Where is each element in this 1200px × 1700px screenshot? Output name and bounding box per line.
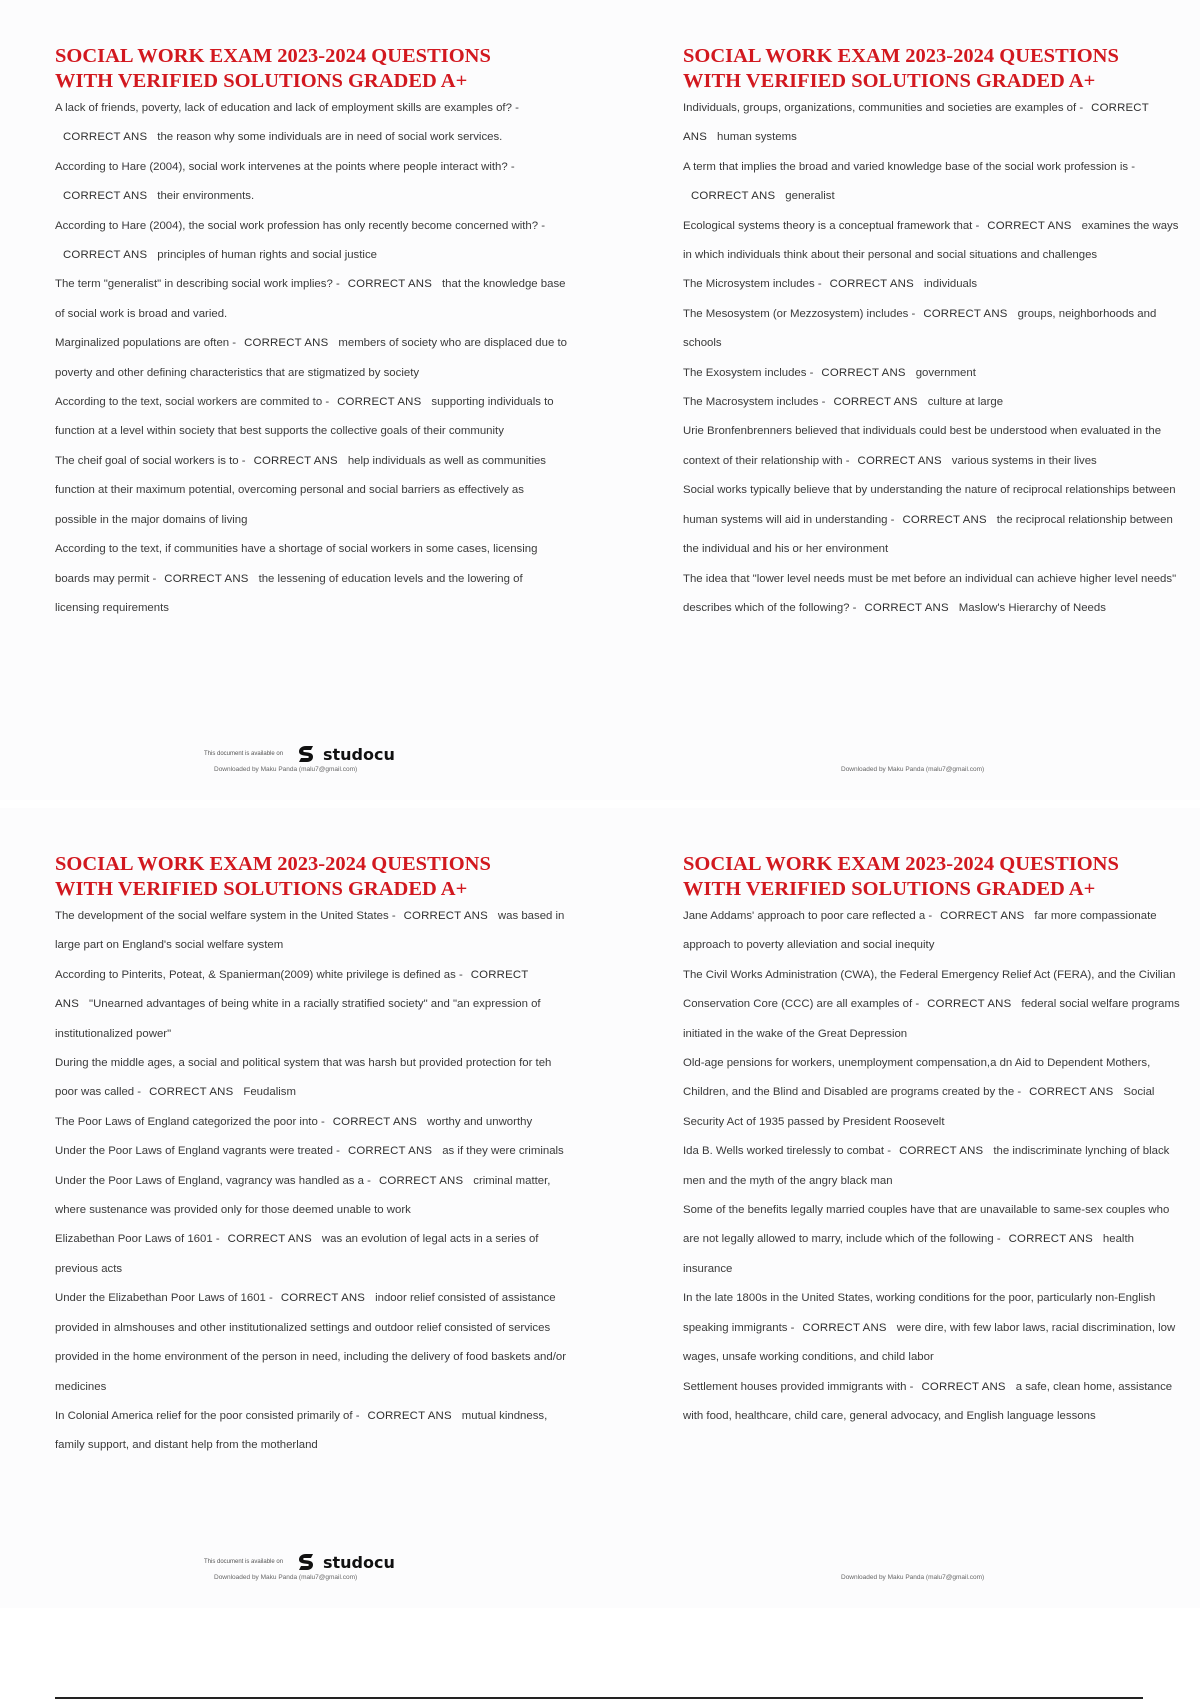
title-line-2: WITH VERIFIED SOLUTIONS GRADED A+ bbox=[55, 70, 468, 92]
question-text: Under the Elizabethan Poor Laws of 1601 - bbox=[55, 1292, 273, 1305]
qa-item bbox=[55, 535, 567, 623]
title-line-1: SOCIAL WORK EXAM 2023-2024 QUESTIONS bbox=[55, 45, 491, 67]
qa-item bbox=[683, 388, 1183, 417]
answer-tag: CORRECT ANS bbox=[821, 366, 906, 379]
question-text: In the late 1800s in the United States, working conditions for the poor, particularly non-English speaking immigrants - bbox=[683, 1292, 1156, 1334]
question-text: During the middle ages, a social and political system that was harsh but provided protection for teh poor was called - bbox=[55, 1057, 552, 1099]
footer-downloaded-by: Downloaded by Maku Panda (malu7@gmail.com) bbox=[214, 766, 358, 773]
answer-tag: CORRECT ANS bbox=[337, 396, 422, 409]
question-text: The idea that "lower level needs must be met before an individual can achieve higher level needs" describes which of the following? - bbox=[683, 572, 1177, 614]
qa-item bbox=[683, 94, 1183, 153]
question-text: Ida B. Wells worked tirelessly to combat - bbox=[683, 1145, 892, 1158]
qa-item bbox=[55, 212, 567, 271]
answer-text: the lessening of education levels and the lowering of licensing requirements bbox=[55, 572, 523, 614]
document-page-3 bbox=[0, 808, 600, 1608]
page-title bbox=[683, 852, 1183, 902]
question-text: According to the text, social workers are commited to - bbox=[55, 396, 330, 409]
question-text: The Exosystem includes - bbox=[683, 366, 814, 379]
qa-item bbox=[55, 1402, 567, 1461]
answer-text: "Unearned advantages of being white in a racially stratified society" and "an expression of institutionalized power" bbox=[55, 998, 541, 1040]
answer-text: the reason why some individuals are in need of social work services. bbox=[157, 131, 503, 144]
question-text: A lack of friends, poverty, lack of education and lack of employment skills are examples of? - bbox=[55, 102, 519, 114]
title-line-1: SOCIAL WORK EXAM 2023-2024 QUESTIONS bbox=[683, 853, 1119, 875]
question-text: The term "generalist" in describing social work implies? - bbox=[55, 278, 340, 291]
question-text: Some of the benefits legally married couples have that are unavailable to same-sex couples who are not legally allowed to marry, include which of the following - bbox=[683, 1204, 1170, 1246]
answer-text: help individuals as well as communities function at their maximum potential, overcoming personal and social barriers as effectively as possible in the major domains of living bbox=[55, 454, 547, 526]
page-title bbox=[55, 44, 567, 94]
qa-list bbox=[55, 902, 567, 1461]
answer-tag: CORRECT ANS bbox=[902, 513, 987, 526]
answer-text: groups, neighborhoods and schools bbox=[683, 307, 1157, 350]
title-line-2: WITH VERIFIED SOLUTIONS GRADED A+ bbox=[683, 878, 1096, 900]
question-text: The development of the social welfare system in the United States - bbox=[55, 910, 396, 922]
question-text: According to Hare (2004), social work intervenes at the points where people interact with? - bbox=[55, 160, 515, 173]
qa-item bbox=[683, 565, 1183, 624]
answer-tag: CORRECT ANS bbox=[683, 102, 1149, 144]
qa-item bbox=[55, 270, 567, 329]
answer-text: their environments. bbox=[157, 190, 255, 203]
answer-tag: CORRECT ANS bbox=[55, 968, 529, 1011]
answer-text: Social Security Act of 1935 passed by President Roosevelt bbox=[683, 1086, 1155, 1128]
answer-text: that the knowledge base of social work is broad and varied. bbox=[55, 278, 566, 320]
question-text: A term that implies the broad and varied knowledge base of the social work profession is - bbox=[683, 160, 1136, 173]
answer-tag: CORRECT ANS bbox=[63, 249, 148, 262]
answer-text: individuals bbox=[923, 278, 978, 291]
qa-item bbox=[683, 153, 1183, 212]
answer-text: Feudalism bbox=[243, 1086, 296, 1099]
answer-tag: CORRECT ANS bbox=[829, 278, 914, 291]
answer-tag: CORRECT ANS bbox=[1008, 1233, 1093, 1246]
qa-item bbox=[683, 270, 1183, 299]
answer-text: indoor relief consisted of assistance provided in almshouses and other institutionalized settings and outdoor relief consisted of services provided in the home environment of the person in need, including the delivery of food baskets and/or medicines bbox=[55, 1292, 567, 1393]
answer-tag: CORRECT ANS bbox=[1029, 1086, 1114, 1099]
answer-tag: CORRECT ANS bbox=[927, 998, 1012, 1011]
qa-item bbox=[683, 902, 1183, 961]
answer-text: human systems bbox=[717, 131, 797, 144]
answer-tag: CORRECT ANS bbox=[280, 1292, 366, 1305]
answer-tag: CORRECT ANS bbox=[923, 307, 1008, 320]
question-text: Individuals, groups, organizations, communities and societies are examples of - bbox=[683, 102, 1084, 114]
footer-downloaded-by: Downloaded by Maku Panda (malu7@gmail.com) bbox=[841, 766, 985, 773]
answer-tag: CORRECT ANS bbox=[864, 601, 949, 614]
answer-text: government bbox=[915, 366, 976, 379]
answer-tag: CORRECT ANS bbox=[63, 190, 148, 203]
footer-available-text: This document is available on bbox=[204, 1559, 284, 1565]
answer-text: members of society who are displaced due to poverty and other defining characteristics that are stigmatized by society bbox=[55, 337, 567, 379]
answer-text: the indiscriminate lynching of black men and the myth of the angry black man bbox=[683, 1145, 1170, 1187]
qa-item bbox=[683, 1049, 1183, 1137]
bottom-rule bbox=[55, 1697, 1143, 1699]
qa-item bbox=[55, 447, 567, 535]
title-line-2: WITH VERIFIED SOLUTIONS GRADED A+ bbox=[683, 70, 1096, 92]
question-text: According to the text, if communities have a shortage of social workers in some cases, licensing boards may permit - bbox=[55, 543, 538, 585]
answer-tag: CORRECT ANS bbox=[857, 454, 942, 467]
qa-item bbox=[55, 329, 567, 388]
answer-tag: CORRECT ANS bbox=[332, 1115, 418, 1128]
document-page-2 bbox=[600, 0, 1200, 800]
answer-text: a safe, clean home, assistance with food, healthcare, child care, general advocacy, and English language lessons bbox=[683, 1380, 1173, 1422]
question-text: Under the Poor Laws of England vagrants were treated - bbox=[55, 1145, 340, 1158]
footer-downloaded-by: Downloaded by Maku Panda (malu7@gmail.com) bbox=[214, 1574, 358, 1581]
qa-item bbox=[683, 476, 1183, 564]
answer-text: various systems in their lives bbox=[951, 454, 1097, 467]
qa-item bbox=[55, 1225, 567, 1284]
answer-tag: CORRECT ANS bbox=[63, 131, 148, 144]
qa-item bbox=[55, 1049, 567, 1108]
footer-available-text: This document is available on bbox=[204, 751, 284, 757]
answer-tag: CORRECT ANS bbox=[802, 1321, 887, 1334]
question-text: The Microsystem includes - bbox=[683, 278, 822, 291]
answer-tag: CORRECT ANS bbox=[378, 1174, 464, 1187]
studocu-logo-icon bbox=[296, 1552, 316, 1572]
studocu-logo-text: studocu bbox=[322, 744, 395, 764]
answer-tag: CORRECT ANS bbox=[244, 337, 329, 350]
answer-text: was based in large part on England's social welfare system bbox=[55, 910, 565, 952]
qa-list bbox=[55, 94, 567, 623]
answer-text: worthy and unworthy bbox=[427, 1115, 533, 1128]
qa-item bbox=[55, 902, 567, 961]
question-text: Settlement houses provided immigrants with - bbox=[683, 1380, 914, 1393]
document-page-1 bbox=[0, 0, 600, 800]
answer-tag: CORRECT ANS bbox=[987, 219, 1072, 232]
question-text: The Civil Works Administration (CWA), the Federal Emergency Relief Act (FERA), and the Civilian Conservation Core (CCC) are all examples of - bbox=[683, 968, 1176, 1011]
qa-item bbox=[55, 94, 567, 153]
question-text: Under the Poor Laws of England, vagrancy was handled as a - bbox=[55, 1174, 371, 1187]
qa-item bbox=[683, 961, 1183, 1049]
answer-tag: CORRECT ANS bbox=[227, 1233, 312, 1246]
qa-item bbox=[683, 1137, 1183, 1196]
answer-tag: CORRECT ANS bbox=[253, 454, 338, 467]
qa-item bbox=[55, 153, 567, 212]
answer-tag: CORRECT ANS bbox=[691, 190, 776, 203]
question-text: The Mesosystem (or Mezzosystem) includes - bbox=[683, 307, 916, 320]
question-text: Urie Bronfenbrenners believed that individuals could best be understood when evaluated in the context of their relationship with - bbox=[683, 425, 1162, 467]
answer-text: culture at large bbox=[927, 396, 1004, 409]
answer-tag: CORRECT ANS bbox=[403, 910, 488, 922]
answer-text: the reciprocal relationship between the individual and his or her environment bbox=[683, 513, 1173, 556]
document-page-4 bbox=[600, 808, 1200, 1608]
qa-item bbox=[683, 1284, 1183, 1372]
answer-text: mutual kindness, family support, and distant help from the motherland bbox=[55, 1409, 548, 1452]
answer-text: principles of human rights and social justice bbox=[157, 249, 377, 262]
qa-list bbox=[683, 94, 1183, 623]
answer-tag: CORRECT ANS bbox=[367, 1409, 452, 1422]
title-line-2: WITH VERIFIED SOLUTIONS GRADED A+ bbox=[55, 878, 468, 900]
answer-text: examines the ways in which individuals think about their personal and social situations and challenges bbox=[683, 219, 1179, 262]
question-text: Elizabethan Poor Laws of 1601 - bbox=[55, 1233, 220, 1246]
answer-text: health insurance bbox=[683, 1233, 1134, 1275]
answer-tag: CORRECT ANS bbox=[940, 910, 1025, 922]
answer-text: Maslow's Hierarchy of Needs bbox=[958, 601, 1106, 614]
answer-text: were dire, with few labor laws, racial discrimination, low wages, unsafe working conditions, and child labor bbox=[683, 1321, 1176, 1364]
qa-item bbox=[683, 1196, 1183, 1284]
answer-tag: CORRECT ANS bbox=[921, 1380, 1006, 1393]
qa-item bbox=[683, 300, 1183, 359]
qa-item bbox=[55, 961, 567, 1049]
title-line-1: SOCIAL WORK EXAM 2023-2024 QUESTIONS bbox=[55, 853, 491, 875]
qa-item bbox=[683, 417, 1183, 476]
qa-item bbox=[55, 1167, 567, 1226]
studocu-logo bbox=[296, 744, 395, 764]
qa-item bbox=[55, 1137, 567, 1166]
answer-text: federal social welfare programs initiated in the wake of the Great Depression bbox=[683, 998, 1180, 1040]
answer-tag: CORRECT ANS bbox=[347, 1145, 433, 1158]
answer-text: supporting individuals to function at a level within society that best supports the collective goals of their community bbox=[55, 396, 554, 438]
qa-item bbox=[55, 1284, 567, 1402]
studocu-logo bbox=[296, 1552, 395, 1572]
question-text: The cheif goal of social workers is to - bbox=[55, 454, 246, 467]
question-text: According to Hare (2004), the social work profession has only recently become concerned with? - bbox=[55, 219, 546, 232]
page-title bbox=[55, 852, 567, 902]
qa-item bbox=[55, 1108, 567, 1137]
question-text: Social works typically believe that by understanding the nature of reciprocal relationships between human systems will aid in understanding - bbox=[683, 484, 1176, 526]
question-text: According to Pinterits, Poteat, & Spanierman(2009) white privilege is defined as - bbox=[55, 968, 463, 981]
answer-tag: CORRECT ANS bbox=[899, 1145, 984, 1158]
answer-tag: CORRECT ANS bbox=[149, 1086, 234, 1099]
studocu-logo-text: studocu bbox=[322, 1552, 395, 1572]
answer-tag: CORRECT ANS bbox=[347, 278, 433, 291]
qa-item bbox=[683, 359, 1183, 388]
qa-list bbox=[683, 902, 1183, 1431]
question-text: Old-age pensions for workers, unemployment compensation,a dn Aid to Dependent Mothers, Children, and the Blind and Disabled are programs created by the - bbox=[683, 1057, 1151, 1099]
footer-downloaded-by: Downloaded by Maku Panda (malu7@gmail.com) bbox=[841, 1574, 985, 1581]
answer-text: generalist bbox=[785, 190, 835, 203]
studocu-logo-icon bbox=[296, 744, 316, 764]
answer-text: far more compassionate approach to poverty alleviation and social inequity bbox=[683, 910, 1157, 952]
qa-item bbox=[683, 1373, 1183, 1432]
qa-item bbox=[55, 388, 567, 447]
answer-text: was an evolution of legal acts in a series of previous acts bbox=[55, 1233, 539, 1275]
answer-tag: CORRECT ANS bbox=[164, 572, 249, 585]
question-text: Ecological systems theory is a conceptual framework that - bbox=[683, 219, 980, 232]
answer-text: as if they were criminals bbox=[442, 1145, 564, 1158]
qa-item bbox=[683, 212, 1183, 271]
question-text: The Poor Laws of England categorized the poor into - bbox=[55, 1115, 325, 1128]
answer-tag: CORRECT ANS bbox=[833, 396, 918, 409]
title-line-1: SOCIAL WORK EXAM 2023-2024 QUESTIONS bbox=[683, 45, 1119, 67]
question-text: Jane Addams' approach to poor care reflected a - bbox=[683, 910, 933, 922]
question-text: Marginalized populations are often - bbox=[55, 337, 237, 350]
question-text: The Macrosystem includes - bbox=[683, 396, 826, 409]
question-text: In Colonial America relief for the poor consisted primarily of - bbox=[55, 1409, 360, 1422]
page-title bbox=[683, 44, 1183, 94]
answer-text: criminal matter, where sustenance was provided only for those deemed unable to work bbox=[55, 1174, 551, 1217]
